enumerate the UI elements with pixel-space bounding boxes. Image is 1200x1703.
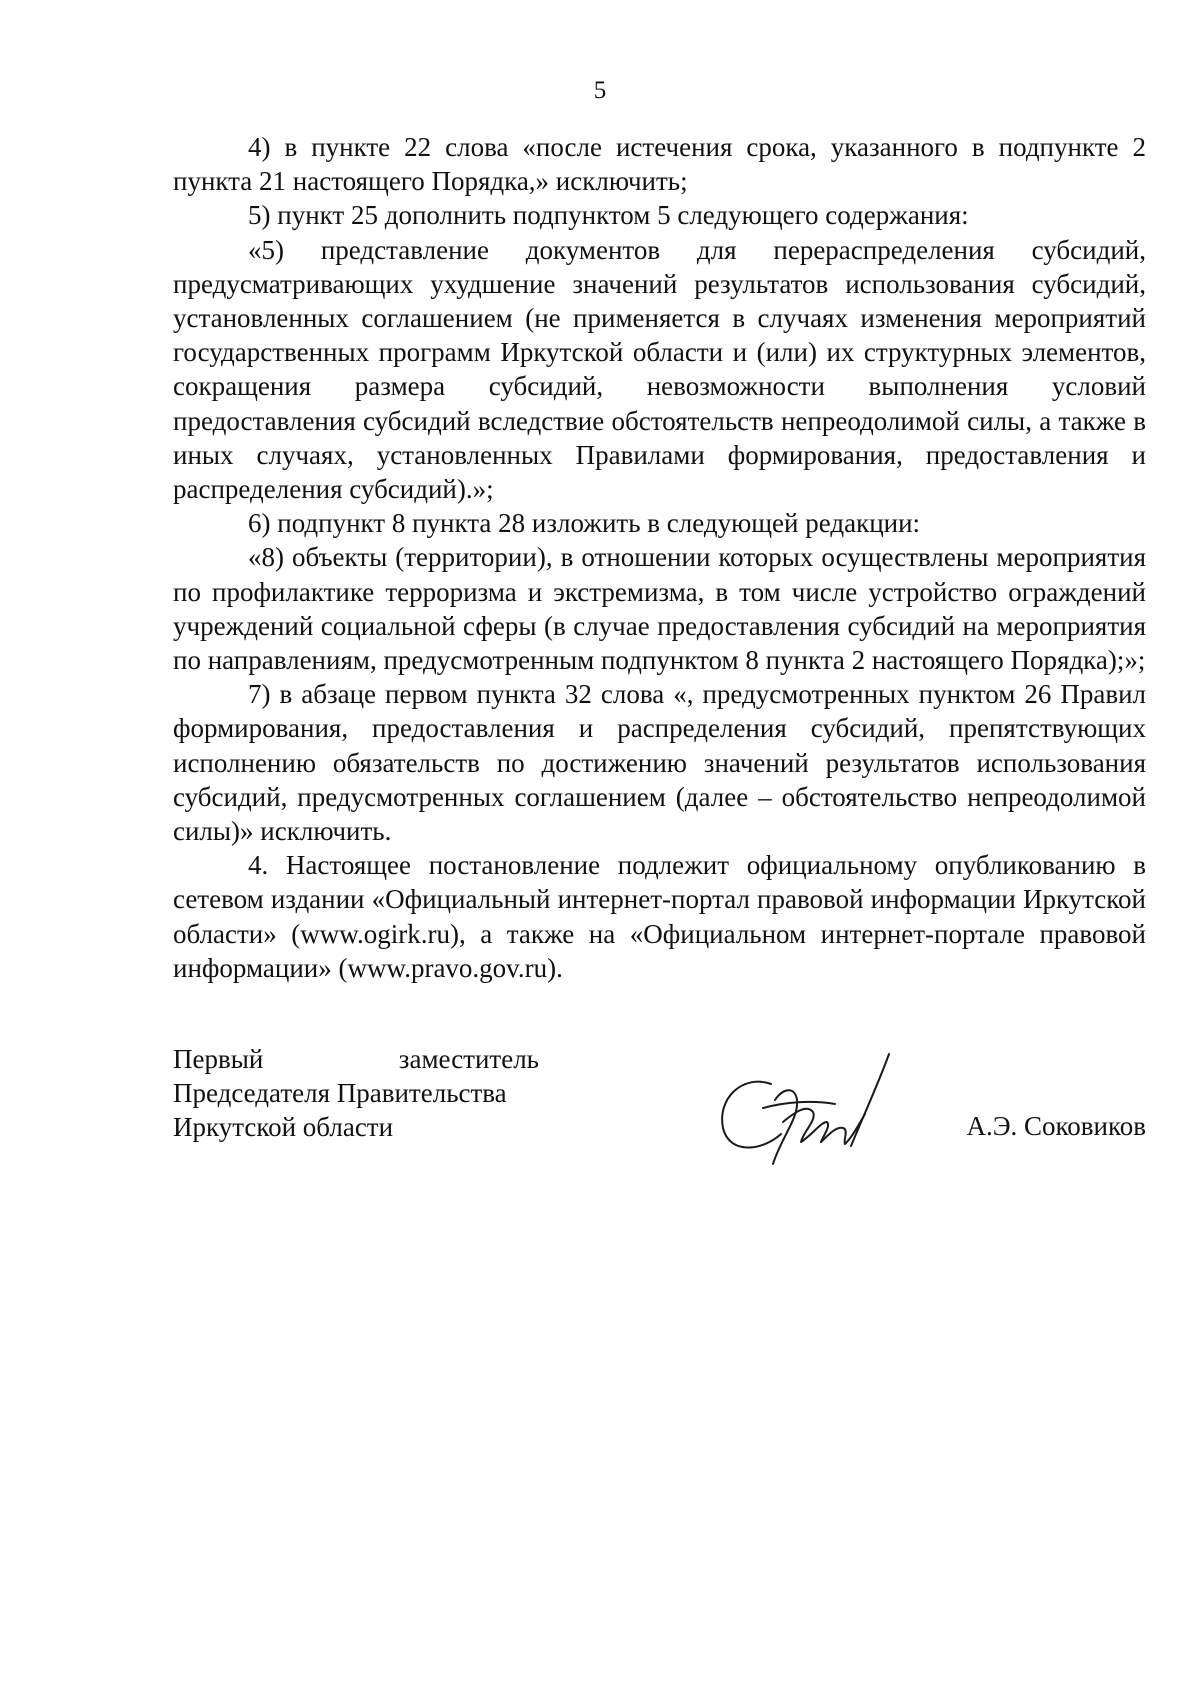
paragraph-subitem-5-text: «5) представление документов для перераспределения субсидий, предусматривающих ухудшение значений результатов использования субсидий, установленных соглашением (не применяется в случаях изменения мероприятий государственных программ Иркутской области и (или) их структурных элементов, сокращения размера субсидий, невозможности выполнения условий предоставления субсидий вследствие обстоятельств непреодолимой силы, а также в иных случаях, установленных Правилами формирования, предоставления и распределения субсидий).»;	[173, 234, 1146, 505]
paragraph-subitem-8-text: «8) объекты (территории), в отношении которых осуществлены мероприятия по профилактике терроризма и экстремизма, в том числе устройство ограждений учреждений социальной сферы (в случае предоставления субсидий на мероприятия по направлениям, предусмотренным подпунктом 8 пункта 2 настоящего Порядка);»;	[173, 542, 1146, 676]
paragraph-item-6: 6) подпункт 8 пункта 28 изложить в следующей редакции:	[248, 508, 921, 539]
page-number: 5	[593, 77, 607, 104]
signer-name: А.Э. Соковиков	[966, 1111, 1146, 1141]
signer-position-line: Первый заместитель	[173, 1044, 539, 1074]
document-body	[173, 130, 1146, 985]
signer-position-line: Иркутской области	[173, 1112, 394, 1142]
signature-block	[173, 1042, 1146, 1182]
paragraph-item-4: 4) в пункте 22 слова «после истечения срока, указанного в подпункте 2 пункта 21 настоящего Порядка,» исключить;	[173, 132, 1146, 197]
paragraph-item-5: 5) пункт 25 дополнить подпунктом 5 следующего содержания:	[248, 200, 969, 231]
handwritten-signature	[703, 1042, 903, 1182]
signer-position-line: Председателя Правительства	[173, 1078, 507, 1108]
signer-position	[173, 1042, 539, 1144]
paragraph-item-7: 7) в абзаце первом пункта 32 слова «, предусмотренных пунктом 26 Правил формирования, предоставления и распределения субсидий, препятствующих исполнению обязательств по достижению значений результатов использования субсидий, предусмотренных соглашением (далее – обстоятельство непреодолимой силы)» исключить.	[173, 679, 1146, 847]
paragraph-clause-4-publication: 4. Настоящее постановление подлежит официальному опубликованию в сетевом издании «Официальный интернет-портал правовой информации Иркутской области» (www.ogirk.ru), а также на «Официальном интернет-портале правовой информации» (www.pravo.gov.ru).	[173, 850, 1146, 983]
